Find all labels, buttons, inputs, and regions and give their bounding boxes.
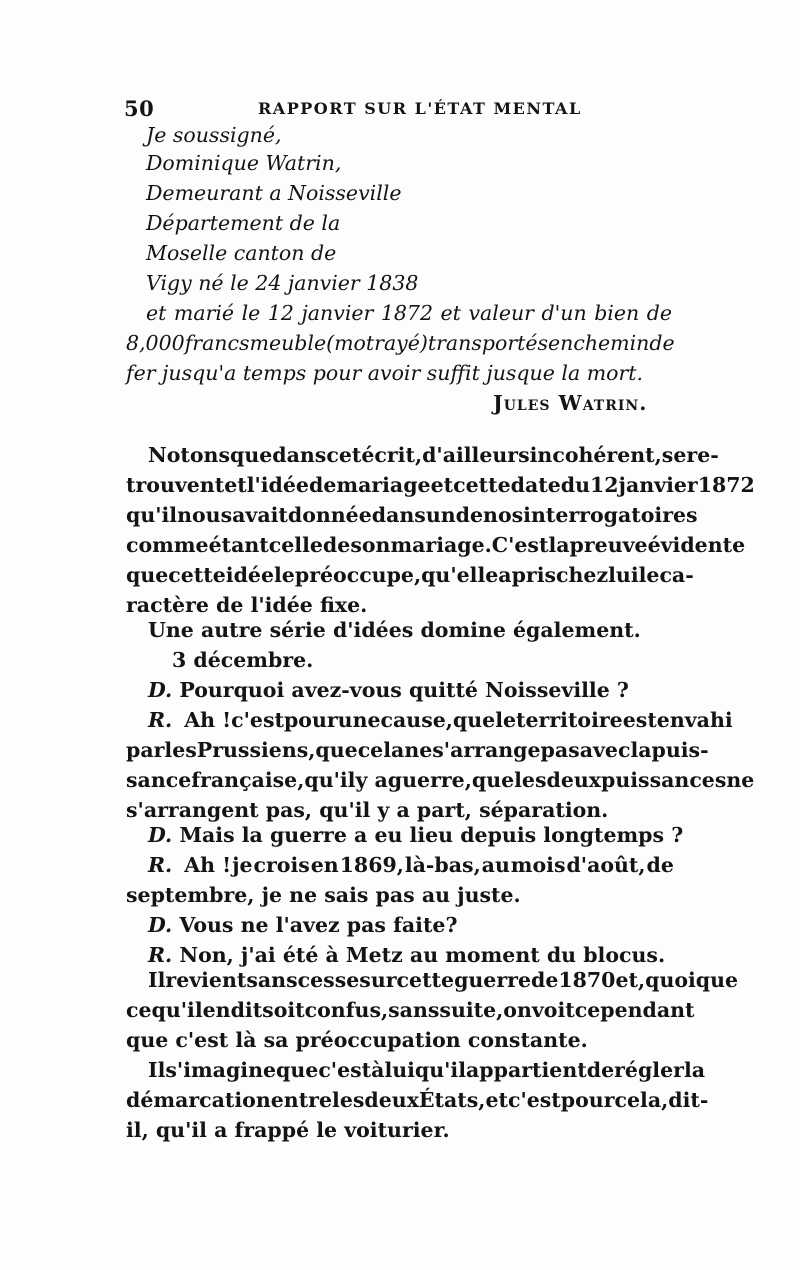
word: dans <box>272 443 327 467</box>
word: deux <box>546 768 602 792</box>
word: écrit, <box>361 443 423 467</box>
word: de <box>649 331 675 355</box>
word: valeur <box>468 301 534 325</box>
answer-text <box>184 707 732 733</box>
word: re- <box>686 443 719 467</box>
word: démarcation <box>126 1088 271 1112</box>
word: cesse <box>297 968 360 992</box>
word: la <box>548 533 570 557</box>
word: dit- <box>668 1088 709 1112</box>
word: cela, <box>614 1088 669 1112</box>
word: je <box>232 853 253 877</box>
word: Il <box>148 1058 166 1082</box>
letter-paragraph-line <box>126 300 672 326</box>
word: et <box>146 301 167 325</box>
word: deux <box>364 1088 419 1112</box>
text-line: ractère de l'idée fixe. <box>126 593 368 617</box>
word: la <box>630 738 652 762</box>
word: se <box>661 443 687 467</box>
word: soit <box>262 998 305 1022</box>
answer-label: R. <box>148 943 173 967</box>
word: c'est <box>231 708 284 732</box>
word: mois <box>510 853 566 877</box>
word: cette <box>396 968 455 992</box>
letter-line: Moselle canton de <box>146 241 337 265</box>
word: de <box>586 1058 615 1082</box>
answer-line <box>148 852 674 878</box>
text-line: il, qu'il a frappé le voiturier. <box>126 1118 450 1142</box>
word: le <box>495 708 517 732</box>
word: janvier <box>301 301 374 325</box>
word: francs <box>184 331 250 355</box>
letter-line: Je soussigné, <box>146 123 282 147</box>
word: pas <box>540 738 580 762</box>
word: ce <box>126 998 152 1022</box>
word: incohérent, <box>529 443 662 467</box>
word: mariage <box>336 473 431 497</box>
question-label: D. <box>148 678 173 702</box>
question-label: D. <box>148 913 173 937</box>
letter-line: Dominique Watrin, <box>146 151 342 175</box>
text-line <box>126 737 709 763</box>
word: nous <box>177 503 233 527</box>
word: sans <box>388 998 440 1022</box>
page-number: 50 <box>124 96 155 121</box>
word: s'arrange <box>432 738 541 762</box>
word: c'est <box>507 1088 561 1112</box>
word: quoique <box>645 968 739 992</box>
word: Prussiens, <box>196 738 316 762</box>
word: marié <box>173 301 235 325</box>
question-text: Pourquoi avez-vous quitté Noisseville ? <box>179 678 629 702</box>
running-title: RAPPORT SUR L'ÉTAT MENTAL <box>258 99 582 118</box>
word: un <box>425 503 456 527</box>
word: cette <box>168 563 226 587</box>
word: que <box>315 738 358 762</box>
word: Notons <box>148 443 230 467</box>
word: de <box>455 503 484 527</box>
letter-paragraph-line <box>126 330 674 356</box>
word: les <box>164 738 197 762</box>
word: entre <box>270 1088 333 1112</box>
word: guerre, <box>387 768 472 792</box>
word: preuve <box>569 533 648 557</box>
word: le <box>241 301 261 325</box>
word: étant <box>208 533 269 557</box>
word: on <box>503 998 532 1022</box>
word: cet <box>326 443 362 467</box>
word: territoire <box>516 708 623 732</box>
word: ne <box>404 738 433 762</box>
word: cause, <box>380 708 453 732</box>
word: sans <box>246 968 298 992</box>
word: nos <box>483 503 524 527</box>
word: de <box>646 301 672 325</box>
word: de <box>308 473 337 497</box>
word: par <box>126 738 165 762</box>
answer-label: R. <box>148 853 173 877</box>
word: 1872 <box>380 301 434 325</box>
word: crois <box>253 853 310 877</box>
word: revient <box>165 968 247 992</box>
question-line <box>148 912 457 938</box>
word: de <box>646 853 674 877</box>
question-line <box>148 677 629 703</box>
word: Ah ! <box>184 853 232 877</box>
word: ne <box>726 768 755 792</box>
word: pour <box>560 1088 615 1112</box>
word: bien <box>594 301 640 325</box>
text-line <box>126 1057 706 1083</box>
word: d'ailleurs <box>422 443 530 467</box>
word: qu'il <box>304 768 356 792</box>
answer-text: Non, j'ai été à Metz au moment du blocus. <box>179 943 666 967</box>
word: de <box>322 533 351 557</box>
word: chemin <box>573 331 650 355</box>
word: lui <box>384 1058 415 1082</box>
question-label: D. <box>148 823 173 847</box>
word: préoccupe, <box>294 563 422 587</box>
signature: Jules Watrin. <box>493 391 648 415</box>
word: trouvent <box>126 473 225 497</box>
dialogue-date: 3 décembre. <box>172 648 314 672</box>
word: et <box>430 473 454 497</box>
word: c'est <box>318 1058 372 1082</box>
text-line: Une autre série d'idées domine également. <box>148 618 641 642</box>
question-line <box>148 822 683 848</box>
word: avec <box>579 738 631 762</box>
word: rayé) <box>374 331 428 355</box>
word: qu'il <box>126 503 178 527</box>
text-line <box>126 502 698 528</box>
word: régler <box>614 1058 684 1082</box>
word: et, <box>615 968 646 992</box>
word: comme <box>126 533 209 557</box>
word: de <box>531 968 559 992</box>
word: cependant <box>574 998 695 1022</box>
word: 12 <box>267 301 294 325</box>
word: au <box>481 853 510 877</box>
answer-line <box>148 942 665 968</box>
word: voit <box>531 998 575 1022</box>
word: en <box>548 331 574 355</box>
word: que <box>276 1058 319 1082</box>
word: a <box>498 563 512 587</box>
letter-line: Vigy né le 24 janvier 1838 <box>146 271 419 295</box>
word: le <box>274 563 295 587</box>
word: transportés <box>427 331 549 355</box>
word: sur <box>359 968 397 992</box>
word: pris <box>511 563 557 587</box>
word: et <box>224 473 247 497</box>
word: qu'il <box>151 998 203 1022</box>
word: que <box>452 708 496 732</box>
word: mariage. <box>390 533 492 557</box>
word: interrogatoires <box>523 503 698 527</box>
word: les <box>332 1088 365 1112</box>
word: d'un <box>541 301 587 325</box>
word: que <box>471 768 515 792</box>
word: s'imagine <box>165 1058 277 1082</box>
word: pour <box>283 708 338 732</box>
text-line <box>126 442 719 468</box>
word: (mot <box>326 331 375 355</box>
text-line: septembre, je ne sais pas au juste. <box>126 883 521 907</box>
word: que <box>126 563 169 587</box>
word: avait <box>232 503 288 527</box>
word: et <box>440 301 461 325</box>
word: l'idée <box>246 473 309 497</box>
letter-paragraph-line: fer jusqu'a temps pour avoir suffit jusque la mort. <box>126 361 644 385</box>
word: là-bas, <box>404 853 481 877</box>
word: Ah ! <box>184 708 232 732</box>
word: appartient <box>466 1058 587 1082</box>
word: que <box>230 443 273 467</box>
word: qu'il <box>414 1058 467 1082</box>
text-line: s'arrangent pas, qu'il y a part, séparation. <box>126 798 609 822</box>
word: est <box>622 708 657 732</box>
word: date <box>510 473 561 497</box>
word: confus, <box>304 998 389 1022</box>
letter-line: Département de la <box>146 211 341 235</box>
word: guerre <box>454 968 531 992</box>
word: suite, <box>439 998 504 1022</box>
word: évidente <box>647 533 746 557</box>
page-header <box>124 96 676 122</box>
text-line <box>126 562 694 588</box>
text-line <box>126 997 695 1023</box>
word: États, <box>418 1088 486 1112</box>
word: sance <box>126 768 192 792</box>
word: puis- <box>651 738 709 762</box>
word: à <box>371 1058 385 1082</box>
question-text: Mais la guerre a eu lieu depuis longtemps ? <box>179 823 684 847</box>
answer-label: R. <box>148 708 173 732</box>
word: chez <box>556 563 609 587</box>
text-line <box>126 767 755 793</box>
word: lui <box>608 563 639 587</box>
word: 1869, <box>339 853 404 877</box>
word: 1872 <box>697 473 755 497</box>
text-line: que c'est là sa préoccupation constante. <box>126 1028 588 1052</box>
word: meuble <box>249 331 327 355</box>
word: qu'elle <box>421 563 499 587</box>
word: française, <box>191 768 305 792</box>
text-line <box>126 472 755 498</box>
answer-text <box>184 852 674 878</box>
word: dit <box>230 998 263 1022</box>
answer-line <box>148 707 733 733</box>
word: la <box>683 1058 706 1082</box>
word: dans <box>371 503 426 527</box>
text-line <box>126 967 739 993</box>
text-line <box>126 532 746 558</box>
word: 12janvier <box>590 473 698 497</box>
word: 8,000 <box>126 331 185 355</box>
word: cela <box>357 738 405 762</box>
word: du <box>560 473 591 497</box>
question-text: Vous ne l'avez pas faite? <box>179 913 458 937</box>
word: et <box>485 1088 508 1112</box>
word: une <box>337 708 381 732</box>
word: en <box>202 998 231 1022</box>
word: celle <box>268 533 323 557</box>
word: les <box>514 768 547 792</box>
word: 1870 <box>558 968 616 992</box>
word: le <box>638 563 660 587</box>
word: envahi <box>656 708 733 732</box>
word: idée <box>225 563 275 587</box>
word: en <box>310 853 339 877</box>
word: C'est <box>491 533 549 557</box>
word: y a <box>355 768 388 792</box>
word: Il <box>148 968 166 992</box>
word: d'août, <box>566 853 646 877</box>
word: son <box>350 533 391 557</box>
word: ca- <box>659 563 694 587</box>
word: cette <box>453 473 511 497</box>
word: puissances <box>601 768 727 792</box>
text-line <box>126 1087 709 1113</box>
letter-line: Demeurant a Noisseville <box>146 181 402 205</box>
word: donnée <box>287 503 372 527</box>
